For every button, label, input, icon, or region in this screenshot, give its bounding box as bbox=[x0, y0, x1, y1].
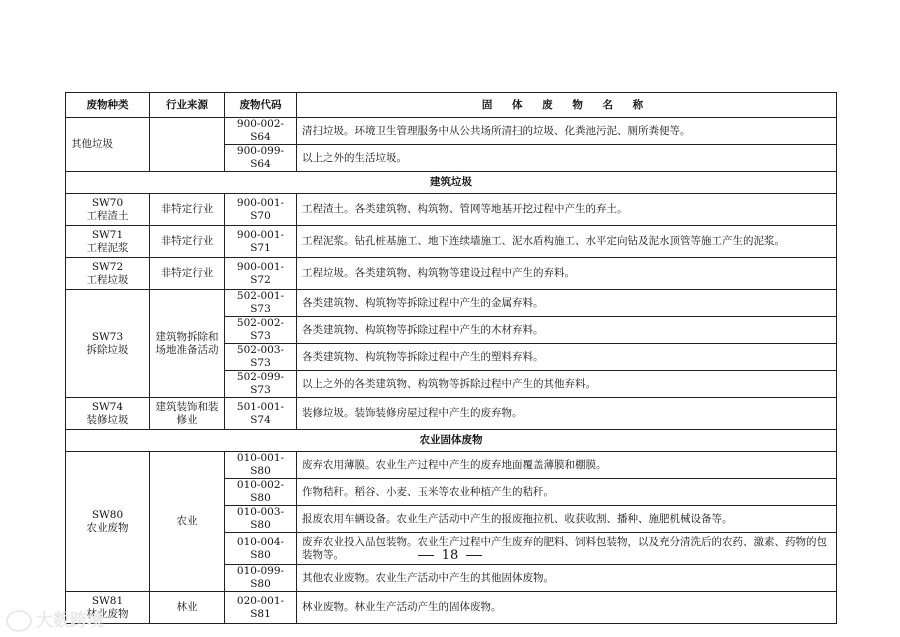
code-cell: 010-004-S80 bbox=[225, 533, 297, 565]
table-row bbox=[66, 398, 837, 430]
class-code: SW71 bbox=[91, 228, 124, 241]
header-row bbox=[66, 93, 837, 118]
code-cell: 010-003-S80 bbox=[225, 506, 297, 533]
class-code: SW74 bbox=[91, 400, 124, 413]
section-row bbox=[66, 172, 837, 194]
desc-cell: 废弃农用薄膜。农业生产过程中产生的废弃地面覆盖薄膜和棚膜。 bbox=[297, 452, 837, 479]
category-cell bbox=[66, 226, 150, 258]
category-cell bbox=[66, 452, 150, 592]
code-cell: 900-002-S64 bbox=[225, 118, 297, 145]
industry-cell: 林业 bbox=[150, 592, 225, 624]
desc-cell: 以上之外的各类建筑物、构筑物等拆除过程中产生的其他弃料。 bbox=[297, 371, 837, 398]
category-cell bbox=[66, 258, 150, 290]
class-code: SW81 bbox=[91, 594, 124, 607]
dash-left bbox=[418, 555, 434, 556]
code-cell: 020-001-S81 bbox=[225, 592, 297, 624]
class-code: SW72 bbox=[91, 260, 124, 273]
header-code: 废物代码 bbox=[225, 93, 297, 118]
class-code: SW73 bbox=[91, 330, 124, 343]
table-row bbox=[66, 194, 837, 226]
class-name: 工程垃圾 bbox=[86, 273, 129, 286]
section-title: 建筑垃圾 bbox=[66, 172, 837, 194]
code-cell: 900-099-S64 bbox=[225, 145, 297, 172]
table-row bbox=[66, 452, 837, 479]
waste-table bbox=[65, 92, 837, 624]
watermark bbox=[6, 606, 104, 632]
industry-cell: 非特定行业 bbox=[150, 258, 225, 290]
header-industry: 行业来源 bbox=[150, 93, 225, 118]
industry-cell: 非特定行业 bbox=[150, 194, 225, 226]
industry-cell: 建筑装饰和装修业 bbox=[150, 398, 225, 430]
dash-right bbox=[466, 555, 482, 556]
desc-cell: 作物秸秆。稻谷、小麦、玉米等农业种植产生的秸秆。 bbox=[297, 479, 837, 506]
desc-cell: 工程泥浆。钻孔桩基施工、地下连续墙施工、泥水盾构施工、水平定向钻及泥水顶管等施工产生的泥浆。 bbox=[297, 226, 837, 258]
code-cell: 900-001-S70 bbox=[225, 194, 297, 226]
header-name: 固 体 废 物 名 称 bbox=[297, 93, 837, 118]
class-name: 拆除垃圾 bbox=[86, 343, 129, 356]
category-cell bbox=[66, 194, 150, 226]
class-code: SW70 bbox=[91, 196, 124, 209]
desc-cell: 装修垃圾。装饰装修房屋过程中产生的废弃物。 bbox=[297, 398, 837, 430]
code-cell: 900-001-S72 bbox=[225, 258, 297, 290]
desc-cell: 废弃农业投入品包装物。农业生产过程中产生废弃的肥料、饲料包装物，以及充分清洗后的农药、激素、药物的包装物等。 bbox=[297, 533, 837, 565]
desc-cell: 各类建筑物、构筑物等拆除过程中产生的金属弃料。 bbox=[297, 290, 837, 317]
category-cell bbox=[66, 290, 150, 398]
code-cell: 502-003-S73 bbox=[225, 344, 297, 371]
code-cell: 502-001-S73 bbox=[225, 290, 297, 317]
category-cell bbox=[66, 398, 150, 430]
brand-text: 大数跨境 bbox=[36, 611, 104, 631]
section-title: 农业固体废物 bbox=[66, 430, 837, 452]
header-category: 废物种类 bbox=[66, 93, 150, 118]
table-row bbox=[66, 592, 837, 624]
table-row bbox=[66, 226, 837, 258]
code-cell: 010-099-S80 bbox=[225, 565, 297, 592]
code-cell: 502-002-S73 bbox=[225, 317, 297, 344]
desc-cell: 各类建筑物、构筑物等拆除过程中产生的塑料弃料。 bbox=[297, 344, 837, 371]
class-code: SW80 bbox=[91, 508, 124, 521]
category-cell: 其他垃圾 bbox=[66, 118, 150, 172]
desc-cell: 以上之外的生活垃圾。 bbox=[297, 145, 837, 172]
code-cell: 502-099-S73 bbox=[225, 371, 297, 398]
brand-logo-icon bbox=[6, 610, 32, 632]
industry-cell: 建筑物拆除和场地准备活动 bbox=[150, 290, 225, 398]
code-cell: 010-001-S80 bbox=[225, 452, 297, 479]
page-footer bbox=[0, 548, 900, 563]
table-row bbox=[66, 118, 837, 145]
desc-cell: 工程渣土。各类建筑物、构筑物、管网等地基开挖过程中产生的弃土。 bbox=[297, 194, 837, 226]
table-row bbox=[66, 290, 837, 317]
industry-cell: 非特定行业 bbox=[150, 226, 225, 258]
industry-cell: 农业 bbox=[150, 452, 225, 592]
page-number: 18 bbox=[441, 548, 459, 563]
class-name: 工程渣土 bbox=[86, 209, 129, 222]
class-name: 工程泥浆 bbox=[86, 241, 129, 254]
section-row bbox=[66, 430, 837, 452]
desc-cell: 工程垃圾。各类建筑物、构筑物等建设过程中产生的弃料。 bbox=[297, 258, 837, 290]
code-cell: 501-001-S74 bbox=[225, 398, 297, 430]
table-row bbox=[66, 258, 837, 290]
class-name: 农业废物 bbox=[86, 521, 129, 534]
code-cell: 900-001-S71 bbox=[225, 226, 297, 258]
desc-cell: 各类建筑物、构筑物等拆除过程中产生的木材弃料。 bbox=[297, 317, 837, 344]
desc-cell: 其他农业废物。农业生产活动中产生的其他固体废物。 bbox=[297, 565, 837, 592]
desc-cell: 清扫垃圾。环境卫生管理服务中从公共场所清扫的垃圾、化粪池污泥、厕所粪便等。 bbox=[297, 118, 837, 145]
class-name: 装修垃圾 bbox=[86, 413, 129, 426]
industry-cell bbox=[150, 118, 225, 172]
desc-cell: 林业废物。林业生产活动产生的固体废物。 bbox=[297, 592, 837, 624]
desc-cell: 报废农用车辆设备。农业生产活动中产生的报废拖拉机、收获收割、播种、施肥机械设备等。 bbox=[297, 506, 837, 533]
code-cell: 010-002-S80 bbox=[225, 479, 297, 506]
class-name: 林业废物 bbox=[86, 607, 129, 620]
